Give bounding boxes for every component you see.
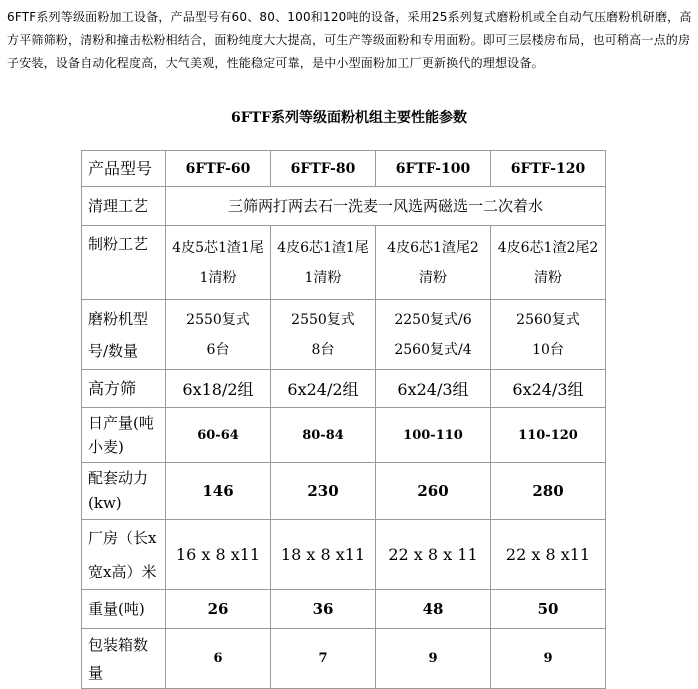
output-cell: 80-84 (271, 408, 376, 463)
boxes-cell: 9 (376, 629, 491, 689)
row-label: 重量(吨) (82, 590, 166, 629)
boxes-cell: 6 (166, 629, 271, 689)
mill-cell (491, 300, 606, 370)
output-cell: 60-64 (166, 408, 271, 463)
row-label: 清理工艺 (82, 187, 166, 226)
table-row (82, 629, 606, 689)
table-row (82, 408, 606, 463)
row-label: 日产量(吨小麦) (82, 408, 166, 463)
mill-model: 2550复式 (291, 311, 355, 328)
row-label: 高方筛 (82, 370, 166, 408)
mill-model: 2560复式 (516, 311, 580, 328)
table-row (82, 590, 606, 629)
power-cell: 260 (376, 463, 491, 520)
row-label: 磨粉机型号/数量 (82, 300, 166, 370)
mill-count: 10台 (532, 341, 564, 358)
sifter-cell: 6x18/2组 (166, 370, 271, 408)
mill-count: 6台 (206, 341, 230, 358)
milling-cell: 4皮6芯1渣2尾2清粉 (491, 226, 606, 300)
weight-cell: 48 (376, 590, 491, 629)
row-label: 厂房（长x宽x高）米 (82, 520, 166, 590)
table-row (82, 520, 606, 590)
power-cell: 146 (166, 463, 271, 520)
power-cell: 230 (271, 463, 376, 520)
boxes-cell: 7 (271, 629, 376, 689)
row-label: 配套动力(kw) (82, 463, 166, 520)
weight-cell: 36 (271, 590, 376, 629)
mill-model: 2550复式 (186, 311, 250, 328)
mill-cell (271, 300, 376, 370)
plant-cell: 18 x 8 x11 (271, 520, 376, 590)
model-cell: 6FTF-120 (491, 151, 606, 187)
output-cell: 100-110 (376, 408, 491, 463)
mill-count: 2560复式/4 (394, 341, 472, 358)
table-row (82, 463, 606, 520)
spec-table (81, 150, 606, 689)
milling-cell: 4皮6芯1渣1尾1清粉 (271, 226, 376, 300)
mill-count: 8台 (311, 341, 335, 358)
weight-cell: 50 (491, 590, 606, 629)
output-cell: 110-120 (491, 408, 606, 463)
weight-cell: 26 (166, 590, 271, 629)
mill-cell (376, 300, 491, 370)
power-cell: 280 (491, 463, 606, 520)
table-row (82, 151, 606, 187)
mill-cell (166, 300, 271, 370)
intro-paragraph: 6FTF系列等级面粉加工设备，产品型号有60、80、100和120吨的设备，采用25系列复式磨粉机或全自动气压磨粉机研磨，高方平筛筛粉，清粉和撞击松粉相结合，面粉纯度大大提高，可生产等级面粉和专用面粉。即可三层楼房布局，也可稍高一点的房子安装，设备自动化程度高，大气美观，性能稳定可靠，是中小型面粉加工厂更新换代的理想设备。 (7, 10, 692, 70)
milling-cell: 4皮5芯1渣1尾1清粉 (166, 226, 271, 300)
mill-model: 2250复式/6 (394, 311, 472, 328)
table-row (82, 187, 606, 226)
plant-cell: 22 x 8 x 11 (376, 520, 491, 590)
row-label: 制粉工艺 (82, 226, 166, 300)
boxes-cell: 9 (491, 629, 606, 689)
model-cell: 6FTF-60 (166, 151, 271, 187)
table-row (82, 226, 606, 300)
sifter-cell: 6x24/3组 (491, 370, 606, 408)
table-row (82, 300, 606, 370)
sifter-cell: 6x24/3组 (376, 370, 491, 408)
sifter-cell: 6x24/2组 (271, 370, 376, 408)
model-cell: 6FTF-100 (376, 151, 491, 187)
plant-cell: 22 x 8 x11 (491, 520, 606, 590)
table-caption: 6FTF系列等级面粉机组主要性能参数 (230, 110, 468, 126)
cleaning-cell: 三筛两打两去石一洗麦一风选两磁选一二次着水 (166, 187, 606, 226)
row-label: 包装箱数量 (82, 629, 166, 689)
header-label: 产品型号 (82, 151, 166, 187)
milling-cell: 4皮6芯1渣尾2清粉 (376, 226, 491, 300)
plant-cell: 16 x 8 x11 (166, 520, 271, 590)
model-cell: 6FTF-80 (271, 151, 376, 187)
table-row (82, 370, 606, 408)
